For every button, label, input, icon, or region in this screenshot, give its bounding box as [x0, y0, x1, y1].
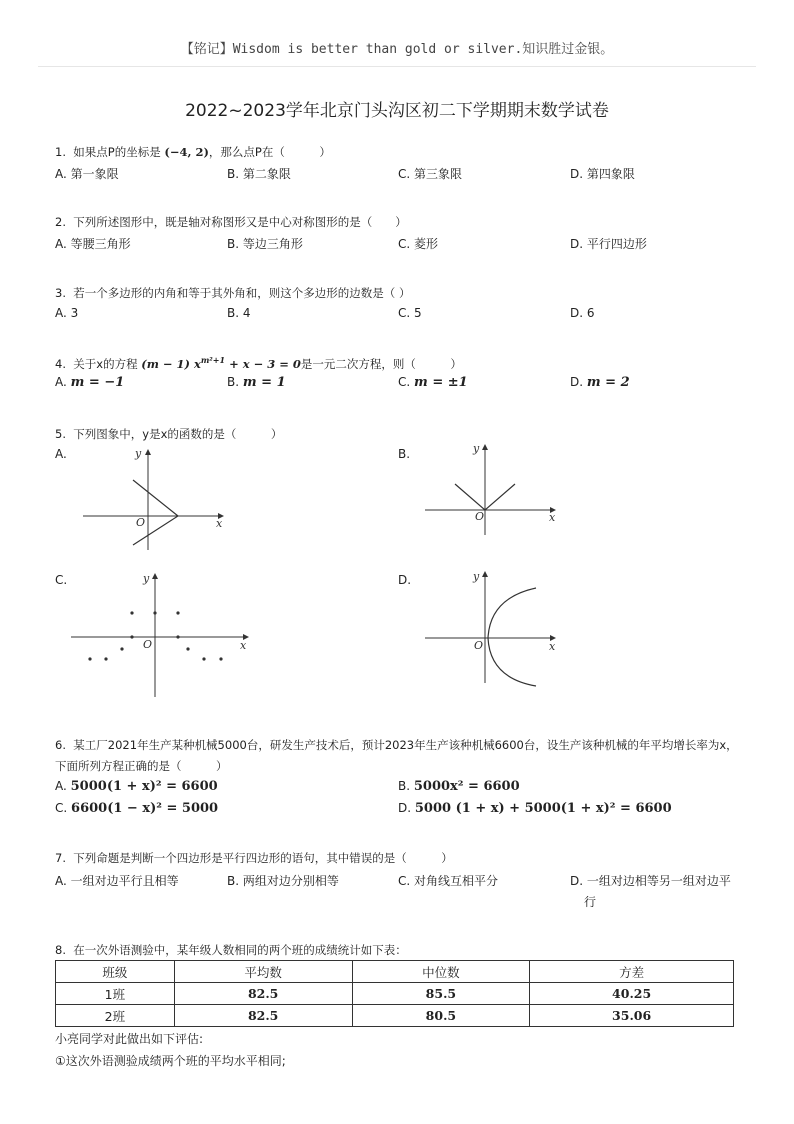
table-header: 方差 [530, 961, 734, 983]
option-letter: A. [55, 779, 67, 793]
stem-text: 下列命题是判断一个四边形是平行四边形的语句，其中错误的是（ ） [73, 851, 453, 865]
table-header: 中位数 [352, 961, 530, 983]
option-a[interactable]: A. [55, 447, 67, 461]
question-3-stem [55, 285, 410, 301]
stem-text: 关于x的方程 [73, 356, 138, 371]
option-c[interactable] [398, 375, 468, 390]
question-5-stem [55, 426, 282, 442]
option-d[interactable] [398, 801, 672, 816]
question-6-stem [55, 737, 738, 753]
question-number: 4. [55, 356, 66, 371]
graph-a [78, 445, 238, 557]
option-c[interactable]: C. [55, 573, 68, 587]
graph-b [420, 440, 565, 540]
table-cell: 1班 [56, 983, 175, 1005]
stem-text: 是一元二次方程，则（ ） [300, 356, 462, 371]
table-cell: 2班 [56, 1005, 175, 1027]
x-axis-label: x [216, 517, 223, 530]
option-letter: C. [398, 375, 411, 389]
question-8-stem [55, 942, 407, 958]
graph-d [420, 568, 565, 688]
stem-math-exponent: m²+1 [200, 355, 226, 365]
stem-math: (m − 1) x [141, 356, 201, 371]
table-header-row [56, 961, 734, 983]
option-d[interactable]: D. [398, 573, 412, 587]
option-b[interactable]: B. [398, 447, 411, 461]
x-axis-label: x [549, 511, 556, 524]
option-d[interactable]: D. 平行四边形 [570, 237, 647, 251]
question-number: 7. [55, 851, 66, 865]
table-cell: 85.5 [352, 983, 530, 1005]
question-number: 3. [55, 286, 66, 300]
header-divider [38, 66, 756, 67]
page-title: 2022~2023学年北京门头沟区初二下学期期末数学试卷 [185, 101, 609, 121]
option-math: m = 1 [242, 375, 286, 390]
question-7-stem [55, 850, 453, 866]
stem-text: 若一个多边形的内角和等于其外角和，则这个多边形的边数是（ ） [73, 286, 411, 300]
table-header: 平均数 [174, 961, 352, 983]
table-row [56, 1005, 734, 1027]
score-table [55, 960, 734, 1027]
option-math: m = −1 [70, 375, 125, 390]
stem-math: + x − 3 = 0 [225, 356, 301, 371]
option-math: 6600(1 − x)² = 5000 [71, 801, 219, 816]
origin-label: O [475, 510, 485, 523]
stem-text: 下列图象中，y是x的函数的是（ ） [73, 427, 283, 441]
option-math: 5000x² = 6600 [413, 779, 520, 794]
option-a[interactable]: A. 第一象限 [55, 167, 119, 181]
option-a[interactable]: A. 等腰三角形 [55, 237, 131, 251]
option-b[interactable]: B. 第二象限 [227, 167, 291, 181]
option-letter: A. [55, 375, 67, 389]
motto-header: 【铭记】Wisdom is better than gold or silver.知识胜过金银。 [180, 42, 614, 57]
option-a[interactable]: A. 3 [55, 306, 79, 320]
parabola-curve [488, 588, 536, 686]
option-c[interactable]: C. 菱形 [398, 237, 439, 251]
origin-label: O [474, 639, 484, 652]
y-axis-label: y [473, 570, 480, 583]
option-math: m = ±1 [414, 375, 468, 390]
question-6-stem-line2: 下面所列方程正确的是（ ） [55, 759, 228, 773]
option-letter: D. [570, 375, 584, 389]
option-letter: D. [398, 801, 412, 815]
graph-c [68, 570, 253, 700]
option-b[interactable]: B. 等边三角形 [227, 237, 303, 251]
table-cell: 82.5 [174, 983, 352, 1005]
question-4-stem [55, 355, 462, 372]
stem-text: 某工厂2021年生产某种机械5000台，研发生产技术后，预计2023年生产该种机械6600台，设生产该种机械的年平均增长率为x， [73, 738, 738, 752]
question-number: 1. [55, 145, 66, 159]
y-axis-label: y [143, 572, 150, 585]
x-axis-label: x [240, 639, 247, 652]
option-b[interactable] [227, 375, 286, 390]
evaluation-intro: 小亮同学对此做出如下评估: [55, 1032, 204, 1046]
evaluation-item-1: ①这次外语测验成绩两个班的平均水平相同; [55, 1054, 286, 1068]
option-letter: C. [55, 801, 68, 815]
table-cell: 40.25 [530, 983, 734, 1005]
option-c[interactable]: C. 5 [398, 306, 422, 320]
stem-text: 下列所述图形中，既是轴对称图形又是中心对称图形的是（ ） [73, 215, 407, 229]
y-axis-label: y [473, 442, 480, 455]
option-d[interactable]: D. 第四象限 [570, 167, 635, 181]
option-c[interactable] [55, 801, 218, 816]
option-a[interactable] [55, 779, 218, 794]
option-d[interactable] [570, 375, 630, 390]
option-d[interactable]: D. 6 [570, 306, 595, 320]
origin-label: O [143, 638, 153, 651]
stem-text: ，那么点P在（ ） [208, 145, 331, 159]
option-b[interactable] [398, 779, 520, 794]
v-curve [133, 480, 178, 545]
option-c[interactable]: C. 第三象限 [398, 167, 463, 181]
option-a[interactable]: A. 一组对边平行且相等 [55, 874, 179, 888]
origin-label: O [136, 516, 146, 529]
question-number: 2. [55, 215, 66, 229]
table-header: 班级 [56, 961, 175, 983]
option-d[interactable]: D. 一组对边相等另一组对边平 [570, 874, 731, 888]
option-letter: B. [227, 375, 240, 389]
table-row [56, 983, 734, 1005]
stem-math: (−4, 2) [164, 145, 209, 159]
option-b[interactable]: B. 两组对边分别相等 [227, 874, 339, 888]
option-b[interactable]: B. 4 [227, 306, 251, 320]
option-c[interactable]: C. 对角线互相平分 [398, 874, 499, 888]
option-d-wrap: 行 [584, 895, 597, 909]
table-cell: 82.5 [174, 1005, 352, 1027]
option-math: 5000 (1 + x) + 5000(1 + x)² = 6600 [414, 801, 672, 816]
option-letter: B. [398, 779, 411, 793]
question-1-stem [55, 144, 331, 160]
question-2-stem [55, 214, 407, 230]
stem-text: 在一次外语测验中，某年级人数相同的两个班的成绩统计如下表： [73, 943, 407, 957]
question-number: 6. [55, 738, 66, 752]
option-math: 5000(1 + x)² = 6600 [70, 779, 218, 794]
table-cell: 35.06 [530, 1005, 734, 1027]
option-math: m = 2 [586, 375, 630, 390]
option-a[interactable] [55, 375, 124, 390]
table-cell: 80.5 [352, 1005, 530, 1027]
question-number: 8. [55, 943, 66, 957]
y-axis-label: y [135, 447, 142, 460]
x-axis-label: x [549, 640, 556, 653]
stem-text: 如果点P的坐标是 [73, 145, 161, 159]
question-number: 5. [55, 427, 66, 441]
